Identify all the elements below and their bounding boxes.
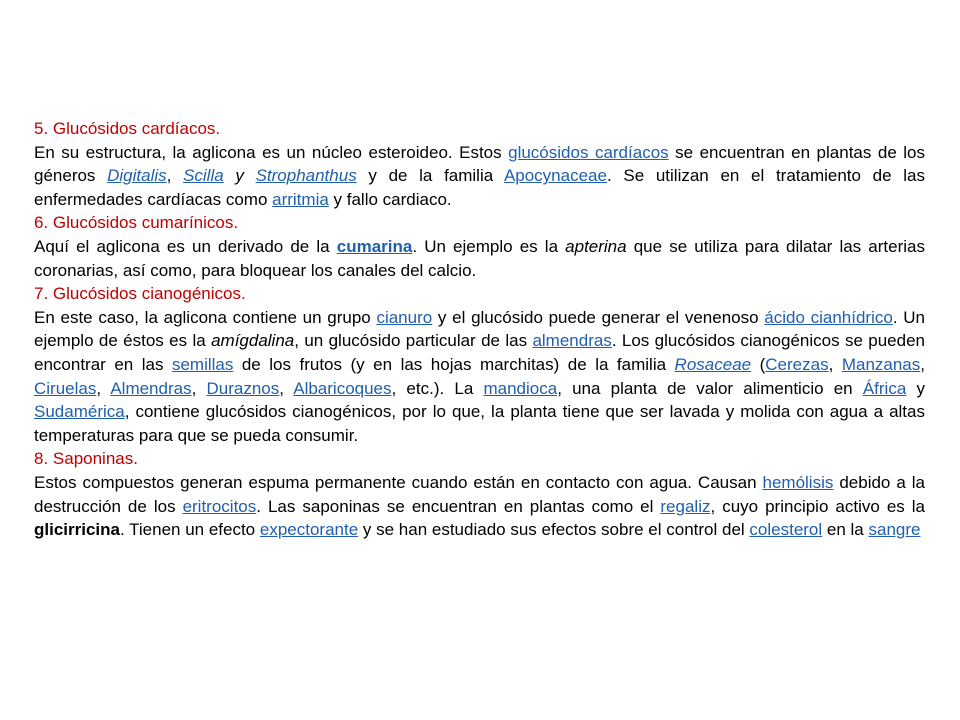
text-run: debido a la destrucción de los xyxy=(34,472,926,516)
text-run: Aquí el aglicona es un derivado de la xyxy=(34,236,337,256)
text-run: se encuentran en plantas de los géneros xyxy=(34,142,925,186)
text-run: . Tienen un efecto xyxy=(119,520,260,540)
link-cianuro[interactable]: cianuro xyxy=(376,307,433,327)
link-cerezas[interactable]: Cerezas xyxy=(765,354,829,374)
link-glucosidos-cardiacos[interactable]: glucósidos cardíacos xyxy=(508,142,669,162)
text-run: , un glucósido particular de las xyxy=(294,331,533,351)
text-run: , xyxy=(279,378,294,398)
text-run: . Los glucósidos cianogénicos se pueden encontrar en las xyxy=(34,331,925,374)
link-hemolisis[interactable]: hemólisis xyxy=(762,472,834,492)
section-paragraph xyxy=(34,306,925,448)
text-run: Estos compuestos generan espuma permanente cuando están en contacto con agua. Causan xyxy=(34,472,763,492)
link-manzanas[interactable]: Manzanas xyxy=(841,354,921,374)
link-almendras[interactable]: almendras xyxy=(532,331,612,351)
text-run: , contiene glucósidos cianogénicos, por lo que, la planta tiene que ser lavada y molida con agua a altas temperaturas para que se pueda consumir. xyxy=(34,402,925,445)
section-heading: 8. Saponinas. xyxy=(34,449,138,469)
text-run: en la xyxy=(822,520,869,540)
text-run: , cuyo principio activo es la xyxy=(710,496,925,516)
text-run: glicirricina xyxy=(34,520,120,540)
link-albaricoques[interactable]: Albaricoques xyxy=(293,378,392,398)
link-sangre[interactable]: sangre xyxy=(868,520,921,540)
section-heading: 6. Glucósidos cumarínicos. xyxy=(34,213,239,233)
link-ciruelas[interactable]: Ciruelas xyxy=(34,378,97,398)
text-run: En este caso, la aglicona contiene un grupo xyxy=(34,307,377,327)
link-duraznos[interactable]: Duraznos xyxy=(206,378,280,398)
link-arritmia[interactable]: arritmia xyxy=(272,189,329,209)
text-run: , etc.). La xyxy=(391,378,484,398)
text-run: y xyxy=(223,166,256,186)
section-paragraph xyxy=(34,235,925,282)
link-rosaceae[interactable]: Rosaceae xyxy=(674,354,752,374)
text-run: , xyxy=(828,354,842,374)
link-semillas[interactable]: semillas xyxy=(171,354,234,374)
text-run: , una planta de valor alimenticio en xyxy=(557,378,863,398)
section-heading: 7. Glucósidos cianogénicos. xyxy=(34,284,246,304)
link-apocynaceae[interactable]: Apocynaceae xyxy=(503,166,607,186)
link-acido-cianhidrico[interactable]: ácido cianhídrico xyxy=(764,307,893,327)
text-run: . Las saponinas se encuentran en plantas como el xyxy=(256,496,661,516)
link-expectorante[interactable]: expectorante xyxy=(259,520,359,540)
text-run: . Un ejemplo de éstos es la xyxy=(34,307,925,351)
link-eritrocitos[interactable]: eritrocitos xyxy=(182,496,257,516)
link-digitalis[interactable]: Digitalis xyxy=(107,166,167,186)
text-run: que se utiliza para dilatar las arterias coronarias, así como, para bloquear los canales del calcio. xyxy=(34,236,925,280)
text-run: , xyxy=(920,354,925,374)
link-africa[interactable]: África xyxy=(862,378,907,398)
link-colesterol[interactable]: colesterol xyxy=(749,520,823,540)
text-run: , xyxy=(166,166,184,186)
text-run: . Un ejemplo es la xyxy=(412,236,566,256)
text-run: . Se utilizan en el tratamiento de las enfermedades cardíacas como xyxy=(34,166,925,209)
text-run: y fallo cardiaco. xyxy=(328,189,452,209)
link-regaliz[interactable]: regaliz xyxy=(660,496,711,516)
link-mandioca[interactable]: mandioca xyxy=(483,378,558,398)
document-body xyxy=(34,117,925,542)
text-run: , xyxy=(96,378,111,398)
section-paragraph xyxy=(34,141,925,212)
text-run: de los frutos (y en las hojas marchitas) de la familia xyxy=(233,354,675,374)
text-run: , xyxy=(191,378,207,398)
link-sudamerica[interactable]: Sudamérica xyxy=(34,402,125,422)
section-paragraph xyxy=(34,471,925,542)
text-run: amígdalina xyxy=(211,331,295,351)
text-run: y se han estudiado sus efectos sobre el control del xyxy=(358,520,750,540)
link-scilla[interactable]: Scilla xyxy=(183,166,224,186)
text-run: En su estructura, la aglicona es un núcleo esteroideo. Estos xyxy=(34,142,509,162)
text-run: y de la familia xyxy=(356,166,504,186)
link-strophanthus[interactable]: Strophanthus xyxy=(255,166,357,186)
link-cumarina[interactable]: cumarina xyxy=(336,236,413,256)
text-run: ( xyxy=(751,354,766,374)
text-run: y el glucósido puede generar el venenoso xyxy=(432,307,765,327)
section-heading: 5. Glucósidos cardíacos. xyxy=(34,119,221,138)
link-almendras-fruta[interactable]: Almendras xyxy=(110,378,192,398)
text-run: y xyxy=(906,378,925,398)
text-run: apterina xyxy=(565,236,627,256)
